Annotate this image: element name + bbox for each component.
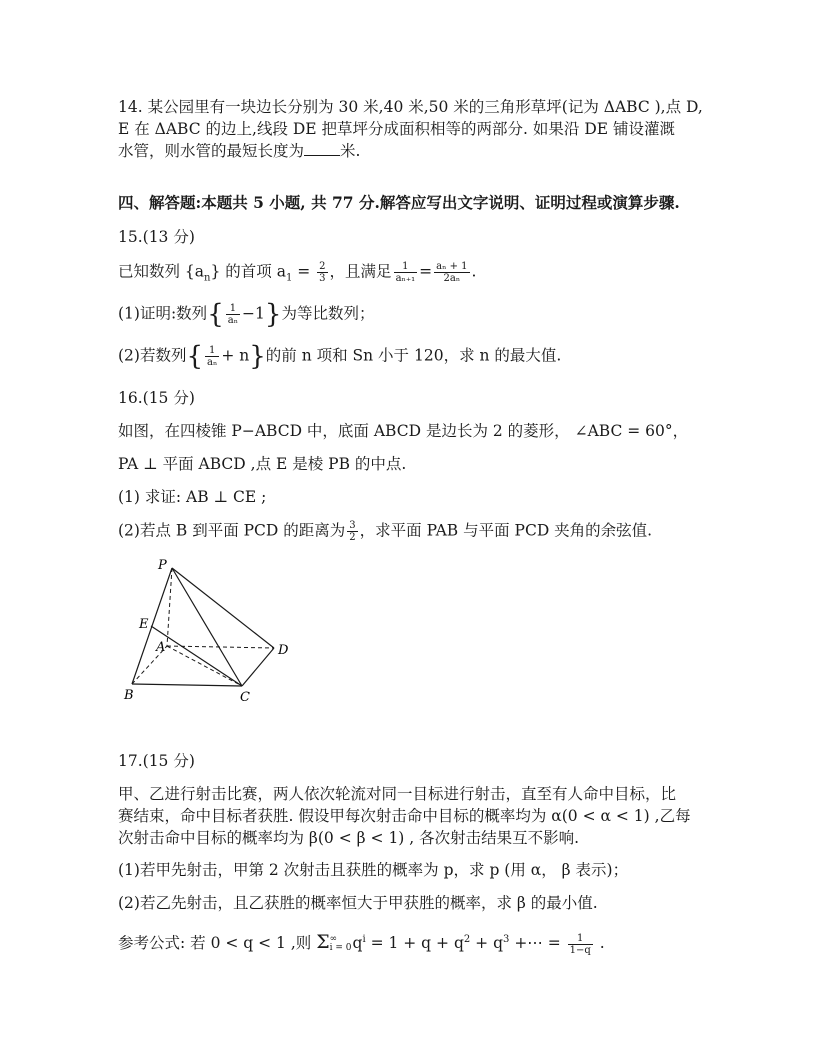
label-p: P xyxy=(158,558,167,573)
q14-line-2: E 在 ΔABC 的边上,线段 DE 把草坪分成面积相等的两部分. 如果沿 DE 铺设灌溉 xyxy=(118,120,675,138)
q15-part-2-plus: + n xyxy=(221,346,250,365)
label-c: C xyxy=(240,690,250,705)
q15-part-1 xyxy=(118,299,375,330)
sum-upper-limit: ∞ xyxy=(329,934,338,945)
fraction-1-over-1-minus-q xyxy=(568,933,593,956)
sum-lower-limit: i = 0 xyxy=(329,943,352,954)
q14-line-1: 14. 某公园里有一块边长分别为 30 米,40 米,50 米的三角形草坪(记为 ΔABC ),点 D, xyxy=(118,98,703,116)
q15-intro-sub-1: 1 xyxy=(285,272,293,284)
q16-part-1: (1) 求证: AB ⊥ CE ; xyxy=(118,488,267,506)
q16-part-2-text-b: ，求平面 PAB 与平面 PCD 夹角的余弦值. xyxy=(359,521,653,540)
q14-line-3-text: 水管，则水管的最短长度为 xyxy=(118,142,305,160)
fraction-denominator: 2 xyxy=(349,532,356,543)
exponent-2: 2 xyxy=(463,934,471,945)
label-a: A xyxy=(156,640,166,655)
fraction-denominator: 3 xyxy=(319,273,326,284)
left-brace: { xyxy=(186,341,204,372)
q17-part-1: (1)若甲先射击，甲第 2 次射击且获胜的概率为 p，求 p (用 α， β 表示)； xyxy=(118,861,629,879)
q15-part-1-minus: −1 xyxy=(242,304,265,323)
pyramid-figure xyxy=(118,556,318,706)
fraction-recurrence-right xyxy=(434,261,469,284)
q16-line-2: PA ⊥ 平面 ABCD ,点 E 是棱 PB 的中点. xyxy=(118,455,407,473)
q15-intro xyxy=(118,261,476,289)
left-brace: { xyxy=(207,299,224,330)
sum-symbol: Σ xyxy=(316,931,330,954)
fraction-denominator: aₙ₊₁ xyxy=(395,273,416,284)
reference-text-b: = 1 + q + q xyxy=(365,934,464,953)
fraction-numerator: 3 xyxy=(349,520,356,531)
right-brace: } xyxy=(249,341,266,372)
q15-intro-eq: = xyxy=(292,262,316,281)
fraction-3-over-2 xyxy=(347,520,357,543)
q15-intro-text-c: ，且满足 xyxy=(329,262,392,281)
reference-text-c: + q xyxy=(470,934,504,953)
fraction-numerator: 1 xyxy=(205,345,219,357)
q17-line-1: 甲、乙进行射击比赛，两人依次轮流对同一目标进行射击，直至有人命中目标，比 xyxy=(118,785,677,803)
q15-rel-eq: = xyxy=(419,262,433,281)
q15-intro-end: . xyxy=(471,262,477,281)
label-b: B xyxy=(124,688,134,703)
q15-part-1-text-b: 为等比数列； xyxy=(281,304,375,323)
fraction-numerator: 1 xyxy=(568,933,593,945)
q15-part-1-text-a: (1)证明:数列 xyxy=(118,304,208,323)
q15-intro-text-a: 已知数列 {a xyxy=(118,262,205,281)
edge-pd xyxy=(172,568,274,648)
edge-cd xyxy=(242,648,274,686)
q16-header: 16.(15 分) xyxy=(118,389,195,407)
fraction-numerator: 1 xyxy=(394,261,418,273)
fraction-1-over-an xyxy=(205,345,219,368)
exponent-3: 3 xyxy=(503,934,510,945)
q16-part-2 xyxy=(118,520,652,543)
label-e: E xyxy=(139,617,149,632)
sum-term-exponent: i xyxy=(362,934,366,945)
q17-line-2: 赛结束，命中目标者获胜. 假设甲每次射击命中目标的概率均为 α(0 < α < 1) ,乙每 xyxy=(118,807,691,825)
fraction-denominator: aₙ xyxy=(227,315,239,326)
q17-reference-formula xyxy=(118,930,605,956)
q14-line-3 xyxy=(118,141,360,161)
fraction-a1 xyxy=(317,261,327,284)
q15-part-2 xyxy=(118,341,562,372)
fraction-numerator: aₙ + 1 xyxy=(436,261,468,272)
reference-text-d: +⋯ = xyxy=(509,934,566,953)
fraction-denominator: 1−q xyxy=(569,944,591,956)
q15-part-2-text-b: 的前 n 项和 Sn 小于 120，求 n 的最大值. xyxy=(265,346,562,365)
reference-end: . xyxy=(594,934,605,953)
q16-part-2-text-a: (2)若点 B 到平面 PCD 的距离为 xyxy=(118,521,346,540)
reference-text-a: 参考公式: 若 0 < q < 1 ,则 xyxy=(118,934,317,953)
q16-line-1: 如图，在四棱锥 P−ABCD 中，底面 ABCD 是边长为 2 的菱形， ∠ABC = 60°， xyxy=(118,422,689,440)
section-4-heading: 四、解答题:本题共 5 小题, 共 77 分.解答应写出文字说明、证明过程或演算步骤. xyxy=(118,193,680,212)
q17-header: 17.(15 分) xyxy=(118,752,195,770)
fraction-numerator: 2 xyxy=(319,261,326,272)
sum-limits xyxy=(330,935,352,953)
fraction-numerator: 1 xyxy=(226,303,240,315)
fraction-1-over-an xyxy=(226,303,240,326)
fraction-denominator: 2aₙ xyxy=(443,273,461,284)
right-brace: } xyxy=(264,299,282,330)
fraction-denominator: aₙ xyxy=(207,357,218,368)
q17-part-2: (2)若乙先射击，且乙获胜的概率恒大于甲获胜的概率，求 β 的最小值. xyxy=(118,894,598,912)
edge-pc xyxy=(172,568,242,686)
q14-line-3-unit: 米. xyxy=(340,142,361,160)
answer-blank xyxy=(304,141,340,156)
segment-ec xyxy=(151,626,242,686)
label-d: D xyxy=(278,643,289,658)
q15-header: 15.(13 分) xyxy=(118,228,195,246)
q15-part-2-text-a: (2)若数列 xyxy=(118,346,187,365)
q15-intro-sub-n: n xyxy=(204,272,211,284)
sum-term: q xyxy=(352,934,363,953)
q17-line-3: 次射击命中目标的概率均为 β(0 < β < 1) , 各次射击结果互不影响. xyxy=(118,829,580,847)
q15-intro-text-b: } 的首项 a xyxy=(210,262,286,281)
edge-bc xyxy=(132,684,242,686)
fraction-recurrence-left xyxy=(394,261,418,284)
